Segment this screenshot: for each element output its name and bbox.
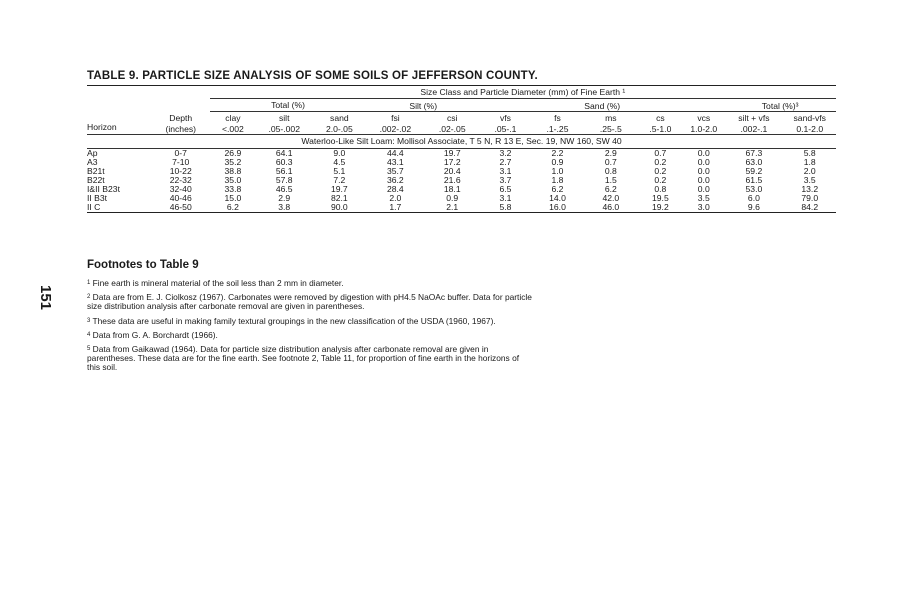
footnotes-title: Footnotes to Table 9 xyxy=(87,259,199,271)
cell: 5.1 xyxy=(333,165,346,176)
footnote-mark: 5 xyxy=(87,346,91,353)
cell-horizon: II C xyxy=(87,203,152,213)
cell: 3.7 xyxy=(499,174,512,185)
cell: 0.2 xyxy=(654,156,667,167)
cell: 3.8 xyxy=(256,203,312,213)
col-header-range: .5-1.0 xyxy=(638,123,684,135)
cell: 3.5 xyxy=(803,174,816,185)
cell: 5.8 xyxy=(803,147,816,158)
depth-unit: (inches) xyxy=(152,123,210,135)
cell: 3.5 xyxy=(697,192,710,203)
cell: 14.0 xyxy=(549,192,566,203)
soil-title: Waterloo-Like Silt Loam: Mollisol Associate, T 5 N, R 13 E, Sec. 19, NW 160, SW 40 xyxy=(87,134,836,148)
footnote-mark: 1 xyxy=(87,280,91,286)
cell: 1.8 xyxy=(551,174,564,185)
cell: 6.2 xyxy=(604,183,617,194)
cell: 2.9 xyxy=(278,192,291,203)
cell: 36.2 xyxy=(386,174,404,185)
cell: 46-50 xyxy=(152,203,210,213)
col-header-range: .002-.02 xyxy=(366,123,424,135)
cell: 5.8 xyxy=(480,203,531,213)
footnote-mark: 4 xyxy=(87,331,91,338)
cell: 0.7 xyxy=(604,156,617,167)
cell: 18.1 xyxy=(443,183,461,194)
cell: 22-32 xyxy=(169,174,192,185)
footnote xyxy=(87,293,532,311)
cell-horizon: B21t xyxy=(87,165,105,176)
col-header-range: .002-.1 xyxy=(724,123,783,135)
col-header-range: 2.0-.05 xyxy=(312,123,366,135)
table-row xyxy=(87,167,836,176)
footnote-text: Data from Gaikawad (1964). Data for particle size distribution analysis after carbonate removal are given in parentheses. These data are for the fine earth. See footnote 2, Table 11, for proportion of fine earth in the horizons of this soil. xyxy=(87,344,520,373)
cell: 7.2 xyxy=(333,174,346,185)
cell: 0.8 xyxy=(604,165,617,176)
group-sand: Sand (%) xyxy=(480,99,724,112)
col-header-range: .05-.1 xyxy=(480,123,531,135)
cell: 84.2 xyxy=(784,203,837,213)
particle-size-table xyxy=(87,85,836,213)
cell: 9.0 xyxy=(333,147,346,158)
cell: 0.0 xyxy=(697,165,710,176)
cell: 3.2 xyxy=(499,147,512,158)
cell: 3.0 xyxy=(683,203,724,213)
cell: 1.0 xyxy=(551,165,564,176)
cell: 13.2 xyxy=(801,183,819,194)
col-header-name: ms xyxy=(605,112,617,123)
cell: 9.6 xyxy=(724,203,783,213)
cell: 40-46 xyxy=(169,192,192,203)
cell: 2.0 xyxy=(389,192,402,203)
cell: 63.0 xyxy=(745,156,763,167)
cell: 2.0 xyxy=(803,165,816,176)
header-row-3 xyxy=(87,112,836,123)
cell: 79.0 xyxy=(801,192,819,203)
footnote-text: Fine earth is mineral material of the soil less than 2 mm in diameter. xyxy=(92,278,344,288)
cell: 0.2 xyxy=(654,174,667,185)
header-row-4 xyxy=(87,123,836,135)
col-header-range: 0.1-2.0 xyxy=(784,123,837,135)
cell: 46.5 xyxy=(275,183,293,194)
cell: 32-40 xyxy=(169,183,192,194)
cell: 0.9 xyxy=(446,192,459,203)
cell-horizon: Ap xyxy=(87,147,98,158)
col-header-name: sand xyxy=(330,112,349,123)
footnote-text: Data from G. A. Borchardt (1966). xyxy=(92,329,218,340)
table-row xyxy=(87,194,836,203)
footnote xyxy=(87,331,532,340)
col-header-name: sand-vfs xyxy=(793,112,826,123)
cell: 2.9 xyxy=(604,147,617,158)
depth-header: Depth xyxy=(169,112,193,123)
table-row xyxy=(87,203,836,213)
cell-horizon: A3 xyxy=(87,156,98,167)
cell: 53.0 xyxy=(745,183,763,194)
cell: 82.1 xyxy=(330,192,348,203)
footnotes-list xyxy=(87,279,532,378)
footnote xyxy=(87,317,532,326)
cell: 28.4 xyxy=(386,183,404,194)
group-total: Total (%) xyxy=(210,99,367,112)
footnote-mark: 2 xyxy=(87,294,91,301)
col-header-name: cs xyxy=(656,112,665,123)
page-number: 151 xyxy=(37,285,54,311)
col-header-name: fsi xyxy=(391,112,400,123)
cell: 1.5 xyxy=(604,174,617,185)
cell: 6.0 xyxy=(747,192,760,203)
group-total-3: Total (%)³ xyxy=(724,99,836,112)
cell: 2.7 xyxy=(499,156,512,167)
cell: 1.7 xyxy=(366,203,424,213)
footnote xyxy=(87,345,532,373)
cell: 0-7 xyxy=(174,147,187,158)
cell: 7-10 xyxy=(172,156,190,167)
col-header-range: .25-.5 xyxy=(584,123,637,135)
col-header-name: clay xyxy=(225,112,241,123)
cell: 0.0 xyxy=(697,156,710,167)
table-row xyxy=(87,158,836,167)
col-header-range: <.002 xyxy=(210,123,256,135)
table-row xyxy=(87,176,836,185)
cell: 16.0 xyxy=(531,203,584,213)
cell: 64.1 xyxy=(275,147,293,158)
cell: 0.0 xyxy=(697,147,710,158)
col-header-name: silt + vfs xyxy=(738,112,770,123)
cell: 0.0 xyxy=(697,174,710,185)
cell: 0.9 xyxy=(551,156,564,167)
cell: 56.1 xyxy=(275,165,293,176)
cell: 19.2 xyxy=(638,203,684,213)
cell: 17.2 xyxy=(443,156,461,167)
cell: 6.5 xyxy=(499,183,512,194)
cell: 60.3 xyxy=(275,156,293,167)
col-header-range: .1-.25 xyxy=(531,123,584,135)
footnote xyxy=(87,279,532,288)
col-header-name: vcs xyxy=(697,112,711,123)
cell: 57.8 xyxy=(275,174,293,185)
cell: 0.8 xyxy=(654,183,667,194)
cell: 4.5 xyxy=(333,156,346,167)
col-header-range: .05-.002 xyxy=(256,123,312,135)
cell: 0.2 xyxy=(654,165,667,176)
col-header-range: 1.0-2.0 xyxy=(683,123,724,135)
table-row xyxy=(87,148,836,158)
cell: 26.9 xyxy=(224,147,242,158)
cell: 6.2 xyxy=(210,203,256,213)
cell: 38.8 xyxy=(224,165,242,176)
cell: 3.1 xyxy=(499,192,512,203)
cell-horizon: II B3t xyxy=(87,192,108,203)
cell: 35.2 xyxy=(224,156,242,167)
cell: 15.0 xyxy=(224,192,242,203)
header-row-2 xyxy=(87,99,836,112)
footnote-mark: 3 xyxy=(87,317,91,324)
col-header-name: fs xyxy=(554,112,561,123)
footnote-text: These data are useful in making family textural groupings in the new classification of the USDA (1960, 1967). xyxy=(92,315,496,326)
cell-horizon: B22t xyxy=(87,174,105,185)
cell: 6.2 xyxy=(551,183,564,194)
col-header-range: .02-.05 xyxy=(424,123,480,135)
cell: 19.5 xyxy=(652,192,669,203)
cell: 21.6 xyxy=(443,174,461,185)
size-class-header: Size Class and Particle Diameter (mm) of Fine Earth ¹ xyxy=(210,86,836,99)
cell: 42.0 xyxy=(602,192,620,203)
cell: 19.7 xyxy=(330,183,348,194)
cell: 35.7 xyxy=(386,165,404,176)
cell: 10-22 xyxy=(169,165,192,176)
cell: 0.7 xyxy=(654,147,667,158)
header-row-1 xyxy=(87,86,836,99)
footnote-text: Data are from E. J. Ciolkosz (1967). Carbonates were removed by digestion with pH4.5 NaOAc buffer. Data for particle size distribution analysis after carbonate removal are given in parentheses. xyxy=(87,292,532,312)
cell: 59.2 xyxy=(745,165,763,176)
cell: 33.8 xyxy=(224,183,242,194)
soil-title-row xyxy=(87,134,836,148)
cell: 2.1 xyxy=(424,203,480,213)
col-header-name: silt xyxy=(278,112,290,123)
cell: 67.3 xyxy=(745,147,763,158)
cell: 44.4 xyxy=(386,147,404,158)
cell: 1.8 xyxy=(803,156,816,167)
col-header-name: vfs xyxy=(499,112,511,123)
table-title: TABLE 9. PARTICLE SIZE ANALYSIS OF SOME SOILS OF JEFFERSON COUNTY. xyxy=(87,70,538,82)
cell: 90.0 xyxy=(312,203,366,213)
cell: 3.1 xyxy=(499,165,512,176)
cell: 20.4 xyxy=(443,165,461,176)
cell-horizon: I&II B23t xyxy=(87,183,120,194)
cell: 0.0 xyxy=(697,183,710,194)
cell: 35.0 xyxy=(224,174,242,185)
cell: 46.0 xyxy=(584,203,637,213)
cell: 61.5 xyxy=(745,174,763,185)
group-silt: Silt (%) xyxy=(366,99,480,112)
table-row xyxy=(87,185,836,194)
horizon-header: Horizon xyxy=(87,123,152,135)
cell: 43.1 xyxy=(386,156,404,167)
cell: 19.7 xyxy=(443,147,461,158)
cell: 2.2 xyxy=(551,147,564,158)
col-header-name: csi xyxy=(446,112,458,123)
